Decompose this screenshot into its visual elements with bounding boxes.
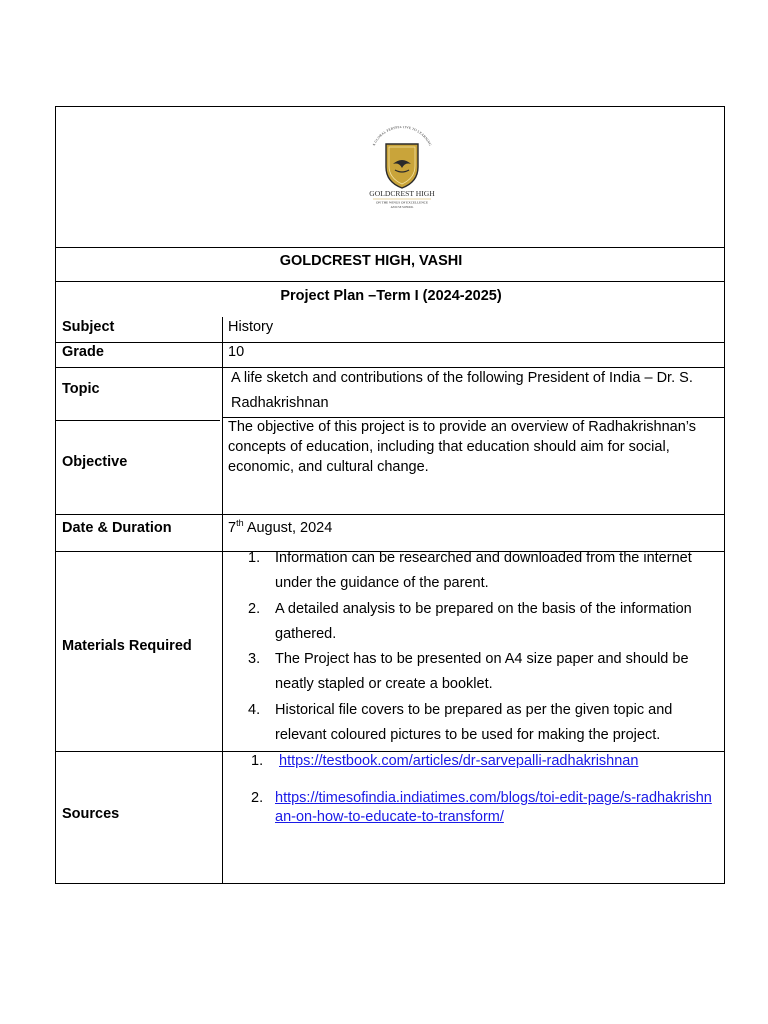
- logo-name: GOLDCREST HIGH: [369, 189, 435, 198]
- list-text: A detailed analysis to be prepared on the basis of the information gathered.: [275, 600, 692, 642]
- logo-sub: AN ICSE SCHOOL: [390, 206, 414, 209]
- list-number: 4.: [248, 701, 261, 718]
- topic-value: A life sketch and contributions of the following President of India – Dr. S. Radhakrishnan: [231, 370, 693, 411]
- grade-value: 10: [228, 344, 245, 360]
- list-item: [248, 750, 718, 772]
- school-name: GOLDCREST HIGH, VASHI: [279, 253, 463, 269]
- list-item: [248, 597, 718, 648]
- list-text: The Project has to be presented on A4 size paper and should be neatly stapled or create a booklet.: [275, 651, 689, 693]
- school-name-row: [56, 247, 724, 282]
- logo-arc-text: A GLOBAL PERSPECTIVE TO LEARNING: [371, 126, 433, 147]
- list-item: [248, 546, 718, 597]
- objective-value: The objective of this project is to provide an overview of Radhakrishnan’s concepts of education, including that education should aim for social, economic, and cultural change.: [228, 419, 697, 475]
- topic-label: Topic: [62, 381, 100, 397]
- date-day: 7: [228, 520, 237, 536]
- list-number: 2.: [248, 600, 261, 617]
- row-border: [56, 514, 724, 515]
- date-suffix: th: [236, 518, 244, 529]
- school-logo: [357, 126, 447, 210]
- materials-label: Materials Required: [62, 638, 192, 654]
- materials-list: [248, 546, 718, 748]
- subject-value: History: [228, 319, 274, 335]
- list-item: [248, 789, 718, 827]
- list-item: [248, 698, 718, 749]
- project-plan-table: [55, 106, 725, 884]
- source-link-timesofindia[interactable]: https://timesofindia.indiatimes.com/blogs/toi-edit-page/s-radhakrishnan-on-how-to-educate-to-transform/: [275, 790, 712, 825]
- list-item: [248, 647, 718, 698]
- logo-tagline: ON THE WINGS OF EXCELLENCE: [375, 200, 429, 205]
- date-label: Date & Duration: [62, 520, 172, 536]
- subject-label: Subject: [62, 319, 115, 335]
- list-number: 2.: [251, 790, 264, 806]
- plan-title: Project Plan –Term I (2024-2025): [280, 288, 502, 304]
- sources-label: Sources: [62, 806, 120, 822]
- goldcrest-shield-logo-icon: [357, 126, 447, 210]
- sources-list: [248, 750, 718, 827]
- objective-label: Objective: [62, 454, 128, 470]
- date-value: [228, 518, 716, 538]
- list-number: 1.: [248, 550, 261, 566]
- column-divider: [222, 317, 223, 883]
- source-link-testbook[interactable]: https://testbook.com/articles/dr-sarvepalli-radhakrishnan: [279, 753, 639, 769]
- list-number: 1.: [251, 753, 264, 769]
- grade-label: Grade: [62, 344, 104, 360]
- list-text: Information can be researched and downloaded from the internet under the guidance of the parent.: [275, 550, 692, 592]
- date-rest: August, 2024: [243, 520, 333, 536]
- plan-title-row: [56, 281, 724, 318]
- row-border: [56, 420, 220, 421]
- list-number: 3.: [248, 651, 261, 668]
- list-text: Historical file covers to be prepared as per the given topic and relevant coloured pictures to be used for making the project.: [275, 701, 673, 744]
